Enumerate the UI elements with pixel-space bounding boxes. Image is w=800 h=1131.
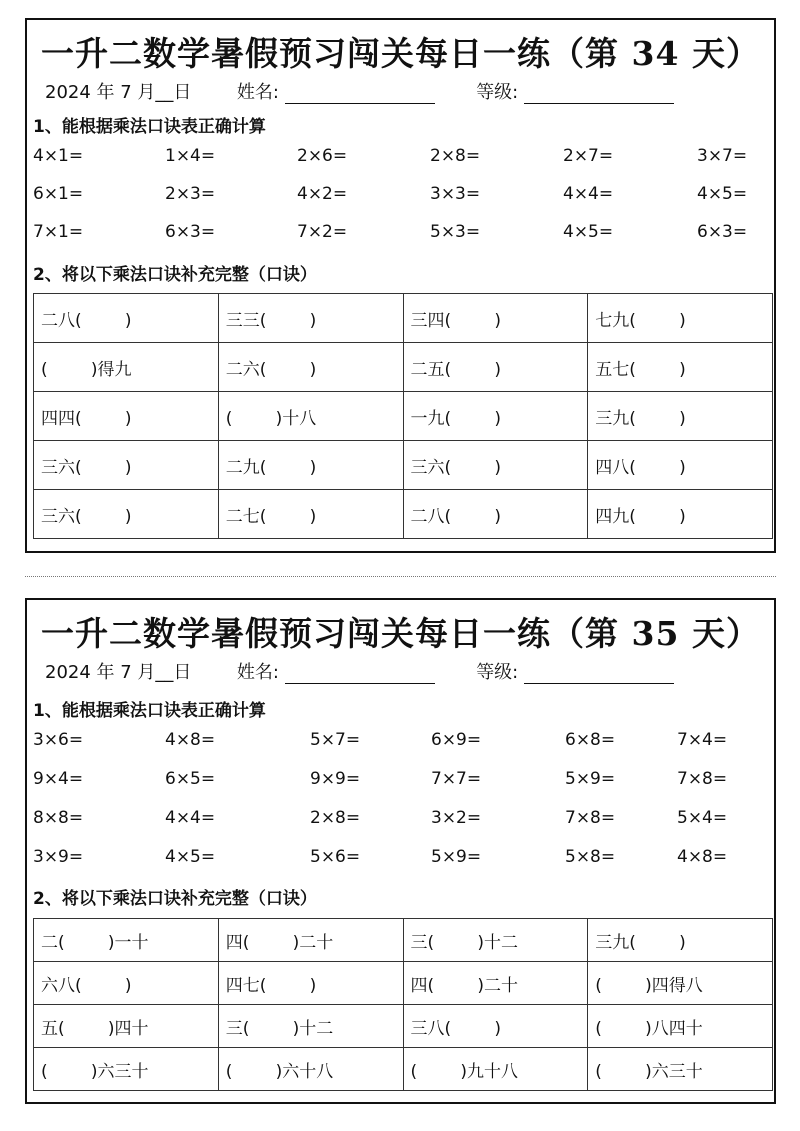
calc-item: 3×3=	[430, 184, 481, 204]
calc-item: 5×3=	[430, 222, 481, 242]
table-row	[34, 441, 773, 490]
table-row	[34, 490, 773, 539]
calc-item: 3×7=	[697, 146, 748, 166]
fill-cell[interactable]: 四九( )	[588, 490, 773, 539]
calc-item: 4×8=	[165, 730, 216, 750]
calc-item: 4×8=	[677, 847, 728, 867]
fill-cell[interactable]: ( )九十八	[403, 1048, 588, 1091]
fill-cell[interactable]: 三( )十二	[218, 1005, 403, 1048]
cut-line-divider	[25, 576, 776, 577]
fill-cell[interactable]: 二七( )	[218, 490, 403, 539]
fill-cell[interactable]: ( )八四十	[588, 1005, 773, 1048]
calc-item: 7×4=	[677, 730, 728, 750]
fill-cell[interactable]: 二八( )	[403, 490, 588, 539]
table-row	[34, 962, 773, 1005]
table-row	[34, 343, 773, 392]
calc-item: 9×4=	[33, 769, 84, 789]
fill-cell[interactable]: 四( )二十	[403, 962, 588, 1005]
worksheet-day-34	[25, 18, 776, 553]
fill-table	[33, 918, 773, 1091]
calc-item: 5×6=	[310, 847, 361, 867]
calc-item: 6×8=	[565, 730, 616, 750]
worksheet-title: 一升二数学暑假预习闯关每日一练（第 34 天）	[41, 34, 760, 73]
fill-cell[interactable]: ( )十八	[218, 392, 403, 441]
fill-cell[interactable]: 六八( )	[34, 962, 219, 1005]
calc-item: 1×4=	[165, 146, 216, 166]
section-1-title: 1、能根据乘法口诀表正确计算	[33, 117, 266, 137]
calc-item: 2×3=	[165, 184, 216, 204]
table-row	[34, 294, 773, 343]
fill-cell[interactable]: 四四( )	[34, 392, 219, 441]
table-row	[34, 392, 773, 441]
fill-cell[interactable]: ( )四得八	[588, 962, 773, 1005]
fill-cell[interactable]: 二六( )	[218, 343, 403, 392]
fill-cell[interactable]: 三八( )	[403, 1005, 588, 1048]
worksheet-day-35	[25, 598, 776, 1104]
calc-item: 6×3=	[697, 222, 748, 242]
fill-cell[interactable]: 三九( )	[588, 392, 773, 441]
fill-cell[interactable]: 三三( )	[218, 294, 403, 343]
calc-item: 3×2=	[431, 808, 482, 828]
calc-item: 4×4=	[165, 808, 216, 828]
calc-item: 2×8=	[430, 146, 481, 166]
fill-cell[interactable]: 二八( )	[34, 294, 219, 343]
calc-item: 4×1=	[33, 146, 84, 166]
calc-item: 9×9=	[310, 769, 361, 789]
name-blank[interactable]	[285, 665, 435, 684]
section-2-title: 2、将以下乘法口诀补充完整（口诀）	[33, 889, 317, 909]
fill-cell[interactable]: 三九( )	[588, 919, 773, 962]
table-row	[34, 1005, 773, 1048]
section-2-title: 2、将以下乘法口诀补充完整（口诀）	[33, 265, 317, 285]
fill-cell[interactable]: 二九( )	[218, 441, 403, 490]
calc-item: 6×5=	[165, 769, 216, 789]
calc-item: 7×7=	[431, 769, 482, 789]
calc-item: 4×5=	[697, 184, 748, 204]
section-1-title: 1、能根据乘法口诀表正确计算	[33, 701, 266, 721]
calc-item: 6×9=	[431, 730, 482, 750]
name-blank[interactable]	[285, 85, 435, 104]
fill-cell[interactable]: 三( )十二	[403, 919, 588, 962]
name-label: 姓名:	[236, 662, 279, 683]
grade-blank[interactable]	[524, 85, 674, 104]
fill-cell[interactable]: 七九( )	[588, 294, 773, 343]
fill-cell[interactable]: ( )得九	[34, 343, 219, 392]
calc-item: 7×1=	[33, 222, 84, 242]
fill-cell[interactable]: 四八( )	[588, 441, 773, 490]
fill-cell[interactable]: 四七( )	[218, 962, 403, 1005]
calc-item: 5×9=	[565, 769, 616, 789]
grade-blank[interactable]	[524, 665, 674, 684]
fill-cell[interactable]: 二五( )	[403, 343, 588, 392]
grade-label: 等级:	[476, 82, 519, 103]
calc-item: 7×8=	[677, 769, 728, 789]
info-row	[45, 658, 674, 684]
calc-item: 5×4=	[677, 808, 728, 828]
info-row	[45, 78, 674, 104]
fill-cell[interactable]: ( )六三十	[588, 1048, 773, 1091]
fill-cell[interactable]: 三六( )	[34, 441, 219, 490]
calc-item: 3×9=	[33, 847, 84, 867]
name-label: 姓名:	[236, 82, 279, 103]
fill-cell[interactable]: 二( )一十	[34, 919, 219, 962]
worksheet-title: 一升二数学暑假预习闯关每日一练（第 35 天）	[41, 614, 760, 653]
date-label: 2024 年 7 月__日	[45, 82, 192, 103]
calc-item: 2×7=	[563, 146, 614, 166]
date-label: 2024 年 7 月__日	[45, 662, 192, 683]
fill-table	[33, 293, 773, 539]
fill-cell[interactable]: 三六( )	[34, 490, 219, 539]
calc-item: 2×8=	[310, 808, 361, 828]
table-row	[34, 919, 773, 962]
calc-item: 3×6=	[33, 730, 84, 750]
calc-item: 7×2=	[297, 222, 348, 242]
calc-item: 5×9=	[431, 847, 482, 867]
grade-label: 等级:	[476, 662, 519, 683]
table-row	[34, 1048, 773, 1091]
fill-cell[interactable]: 五七( )	[588, 343, 773, 392]
calc-item: 2×6=	[297, 146, 348, 166]
calc-item: 5×7=	[310, 730, 361, 750]
fill-cell[interactable]: ( )六三十	[34, 1048, 219, 1091]
fill-cell[interactable]: 三四( )	[403, 294, 588, 343]
calc-item: 4×2=	[297, 184, 348, 204]
fill-cell[interactable]: ( )六十八	[218, 1048, 403, 1091]
fill-cell[interactable]: 四( )二十	[218, 919, 403, 962]
calc-item: 5×8=	[565, 847, 616, 867]
calc-item: 4×5=	[165, 847, 216, 867]
fill-cell[interactable]: 五( )四十	[34, 1005, 219, 1048]
calc-item: 7×8=	[565, 808, 616, 828]
calc-item: 4×4=	[563, 184, 614, 204]
fill-cell[interactable]: 三六( )	[403, 441, 588, 490]
calc-item: 6×3=	[165, 222, 216, 242]
calc-item: 8×8=	[33, 808, 84, 828]
calc-item: 4×5=	[563, 222, 614, 242]
fill-cell[interactable]: 一九( )	[403, 392, 588, 441]
calc-item: 6×1=	[33, 184, 84, 204]
